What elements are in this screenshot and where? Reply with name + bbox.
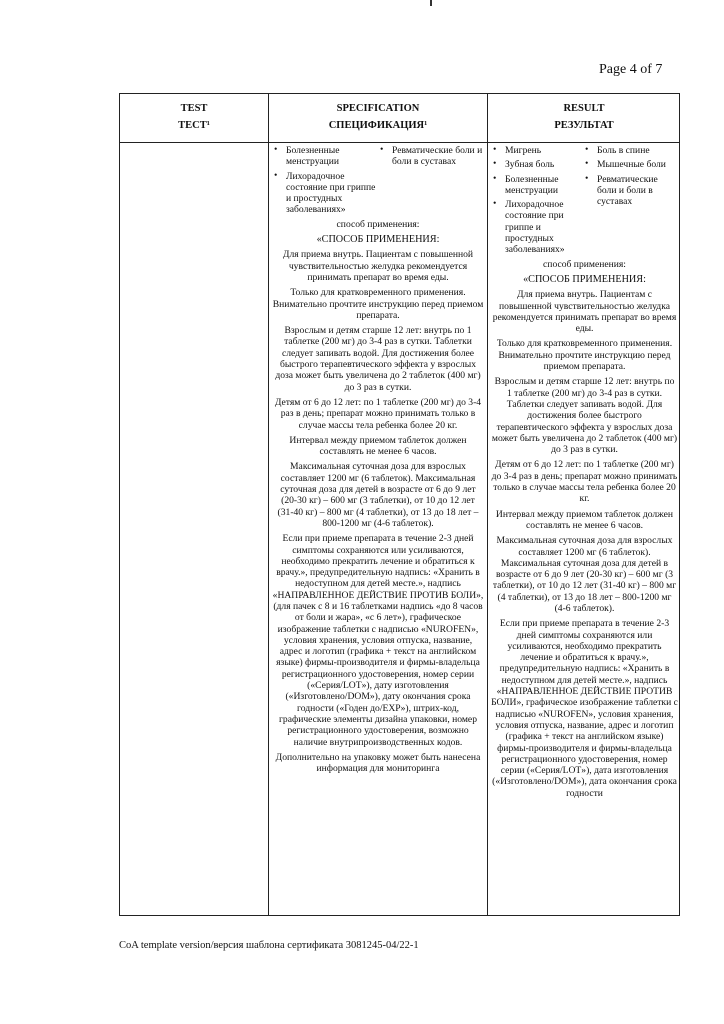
paragraph: Максимальная суточная доза для взрослых составляет 1200 мг (6 таблеток). Максимальная суточная доза для детей в возрасте от 6 до 9 лет (20-30 кг) – 600 мг (3 таблетки), от 10 до 12 лет (31-40 кг) – 800 мг (4 таблетки), от 13 до 18 лет – 800-1200 мг (4-6 таблеток).: [492, 535, 677, 614]
list-item: • Болезненные менструации: [491, 174, 583, 197]
paragraph: Если при приеме препарата в течение 2-3 дней симптомы сохраняются или усиливаются, необходимо прекратить лечение и обратиться к врачу.», предупредительную надпись: «Хранить в недоступном для детей месте.», надпись «НАПРАВЛЕННОЕ ДЕЙСТВИЕ ПРОТИВ БОЛИ», графическое изображение таблетки с надписью «NUROFEN», условия хранения, условия отпуска, название, адрес и логотип (графика + текст на английском языке) фирмы-производителя и фирмы-владельца регистрационного удостоверения, номер серии («Серия/LOT»), дата изготовления («Изготовлено/DOM»), дата окончания срока годности: [491, 618, 678, 799]
list-item: • Лихорадочное состояние при гриппе и простудных заболеваниях»: [491, 199, 583, 255]
list-item: • Ревматические боли и боли в суставах: [378, 145, 484, 168]
spec-indications: [272, 145, 484, 219]
column-divider: [268, 94, 269, 915]
specification-table: [119, 93, 680, 916]
paragraph: Интервал между приемом таблеток должен составлять не менее 6 часов.: [495, 508, 674, 531]
specification-column: [272, 143, 484, 915]
paragraph: «СПОСОБ ПРИМЕНЕНИЯ:: [523, 273, 646, 285]
footer-template-version: CoA template version/версия шаблона сертификата 3081245-04/22-1: [119, 940, 419, 951]
list-item: • Мигрень: [491, 145, 583, 156]
result-bullets-left: [491, 145, 583, 259]
paragraph: Детям от 6 до 12 лет: по 1 таблетке (200 мг) до 3-4 раз в день; препарат можно принимать только в случае массы тела ребенка более 20 кг.: [491, 459, 678, 505]
test-column: [120, 143, 268, 915]
scan-mark: [430, 0, 432, 6]
paragraph: Взрослым и детям старше 12 лет: внутрь по 1 таблетке (200 мг) до 3-4 раз в сутки. Таблетки следует запивать водой. Для достижения более быстрого терапевтического эффекта у взрослых доза может быть увеличена до 2 таблеток (400 мг) до 3 раз в сутки.: [491, 376, 678, 456]
result-column: [491, 143, 678, 915]
list-item: • Зубная боль: [491, 159, 583, 170]
list-item: • Мышечные боли: [583, 159, 678, 170]
result-bullets-right: [583, 145, 678, 259]
paragraph: Для приема внутрь. Пациентам с повышенной чувствительностью желудка рекомендуется принимать препарат во время еды.: [492, 289, 677, 335]
header-result-ru: РЕЗУЛЬТАТ: [554, 120, 614, 131]
header-spec-en: SPECIFICATION: [336, 103, 420, 114]
paragraph: способ применения:: [336, 218, 420, 230]
spec-bullets-left: [272, 145, 378, 219]
list-item: • Ревматические боли и боли в суставах: [583, 174, 678, 208]
column-divider: [487, 94, 488, 915]
paragraph: «СПОСОБ ПРИМЕНЕНИЯ:: [316, 234, 440, 246]
paragraph: Для приема внутрь. Пациентам с повышенной чувствительностью желудка рекомендуется принимать препарат во время еды.: [282, 249, 474, 283]
list-item: • Болезненные менструации: [272, 145, 378, 168]
paragraph: Взрослым и детям старше 12 лет: внутрь по 1 таблетке (200 мг) до 3-4 раз в сутки. Таблетки следует запивать водой. Для достижения более быстрого терапевтического эффекта у взрослых доза может быть увеличена до 2 таблеток (400 мг) до 3 раз в сутки.: [275, 325, 481, 393]
header-result: [488, 94, 680, 143]
paragraph: Только для кратковременного применения. Внимательно прочтите инструкцию перед приемом препарата.: [496, 338, 673, 373]
result-indications: [491, 145, 678, 259]
header-result-en: RESULT: [563, 103, 605, 114]
paragraph: Если при приеме препарата в течение 2-3 дней симптомы сохраняются или усиливаются, необходимо прекратить лечение и обратиться к врачу.», предупредительную надпись: «Хранить в недоступном для детей месте.», надпись «НАПРАВЛЕННОЕ ДЕЙСТВИЕ ПРОТИВ БОЛИ», (для пачек с 8 и 16 таблетками надпись «до 8 часов от боли и жара», «с 6 лет»), графическое изображение таблетки с надписью «NUROFEN», условия хранения, условия отпуска, название, адрес и логотип (графика + текст на английском языке) фирмы-производителя и фирмы-владельца регистрационного удостоверения, номер серии («Серия/LOT»), дату изготовления («Изготовлено/DOM»), дату окончания срока годности («Годен до/EXP»), штрих-код, графические элементы дизайна упаковки, номер регистрационного удостоверения, возможно наличие внутрипроизводственных кодов.: [272, 533, 484, 748]
header-spec-ru: СПЕЦИФИКАЦИЯ¹: [328, 120, 428, 131]
list-item: • Боль в спине: [583, 145, 678, 156]
paragraph: Детям от 6 до 12 лет: по 1 таблетке (200 мг) до 3-4 раз в день; препарат можно принимать только в случае массы тела ребенка более 20 кг.: [274, 396, 482, 431]
paragraph: Только для кратковременного применения. Внимательно прочтите инструкцию перед приемом препарата.: [272, 287, 484, 321]
spec-bullets-right: [378, 145, 484, 219]
header-test-en: TEST: [180, 103, 208, 114]
header-test: [120, 94, 268, 143]
header-test-ru: ТЕСТ¹: [178, 120, 210, 131]
paragraph: способ применения:: [543, 258, 626, 270]
paragraph: Дополнительно на упаковку может быть нанесена информация для мониторинга: [275, 751, 481, 775]
paragraph: Интервал между приемом таблеток должен составлять не менее 6 часов.: [289, 434, 467, 458]
page-number: Page 4 of 7: [599, 62, 663, 77]
header-specification: [269, 94, 487, 143]
list-item: • Лихорадочное состояние при гриппе и простудных заболеваниях»: [272, 171, 378, 216]
paragraph: Максимальная суточная доза для взрослых составляет 1200 мг (6 таблеток). Максимальная суточная доза для детей в возрасте от 6 до 9 лет (20-30 кг) – 600 мг (3 таблетки), от 10 до 12 лет (31-40 кг) – 800 мг (4 таблетки), от 13 до 18 лет – 800-1200 мг (4-6 таблеток).: [277, 461, 479, 529]
